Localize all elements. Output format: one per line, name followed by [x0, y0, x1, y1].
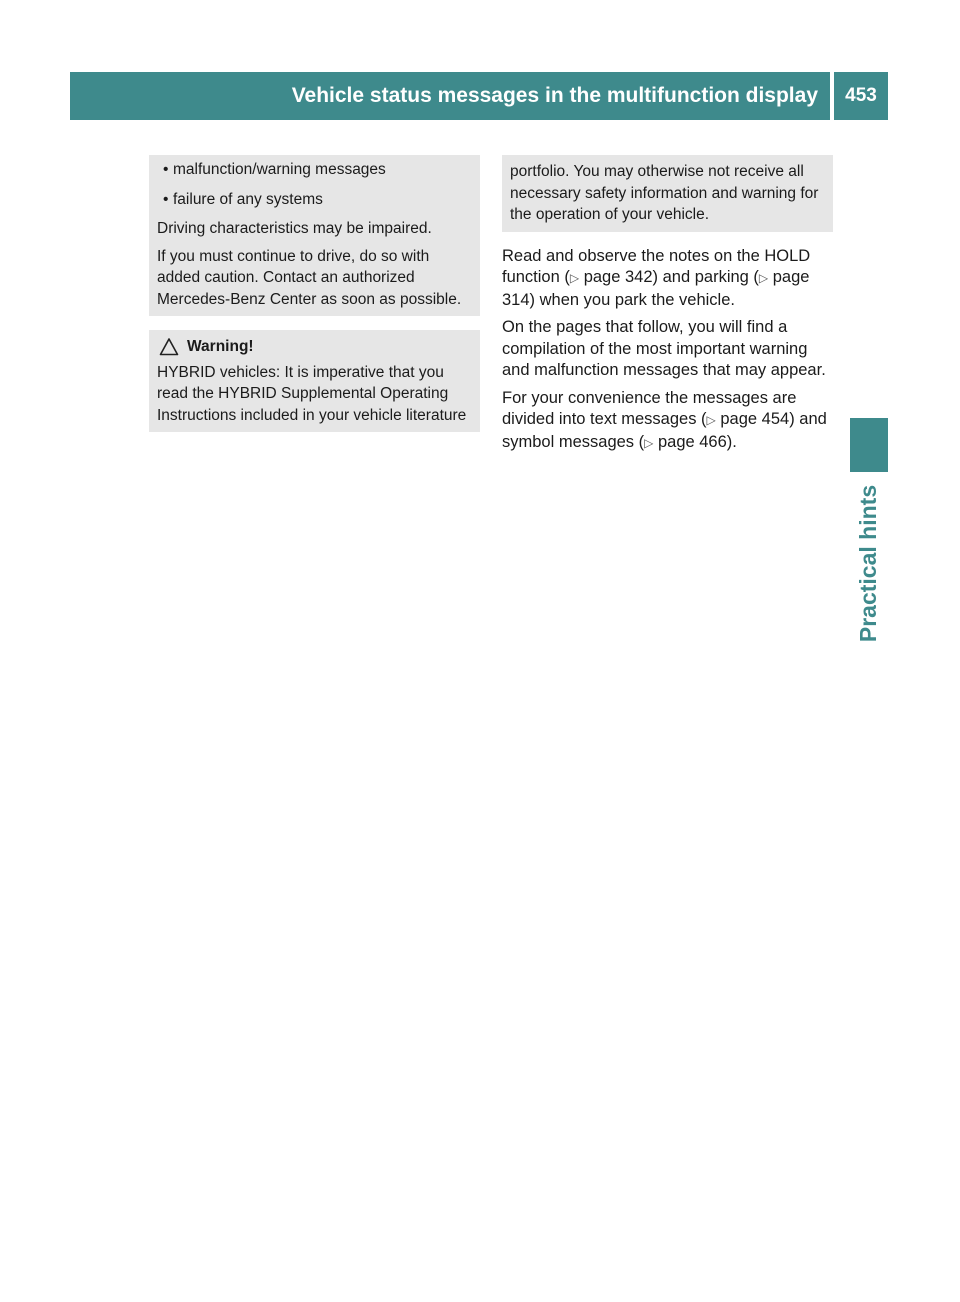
warning-heading-text: Warning! [187, 338, 254, 355]
warning-box [149, 330, 480, 432]
page-reference[interactable]: page 454 [720, 410, 790, 428]
right-column [502, 155, 833, 460]
paragraph-message-types [502, 388, 833, 455]
bullet-item: • malfunction/warning messages [157, 159, 474, 181]
bullet-item: • failure of any systems [157, 189, 474, 211]
paragraph-hold-parking [502, 246, 833, 312]
text-run: Read and observe the notes on the HOLD function ( [502, 246, 811, 286]
page-reference-arrow-icon: ▷ [569, 271, 580, 285]
page-reference[interactable]: page 466 [657, 432, 727, 451]
info-paragraph: portfolio. You may otherwise not receive all necessary safety information and warning for the operation of your vehicle. [510, 163, 819, 223]
page-reference-arrow-icon: ▷ [706, 413, 716, 427]
text-run: ) and symbol messages ( [502, 410, 827, 451]
text-run: ) and parking ( [652, 268, 759, 286]
page-header [70, 72, 830, 120]
page-reference-arrow-icon: ▷ [644, 435, 654, 450]
page-reference[interactable]: page 314 [502, 268, 810, 309]
text-run: ). [726, 432, 737, 451]
header-title: Vehicle status messages in the multifunction display [291, 84, 818, 107]
page-number [834, 72, 888, 120]
side-tab-marker [850, 418, 888, 472]
page-number-label: 453 [845, 85, 877, 106]
page-reference[interactable]: page 342 [583, 268, 653, 286]
warning-heading [157, 336, 474, 358]
text-run: ) when you park the vehicle. [529, 290, 735, 309]
info-box [149, 155, 480, 316]
left-column [149, 155, 480, 432]
warning-text: HYBRID vehicles: It is imperative that you read the HYBRID Supplemental Operating Instructions included in your vehicle literature [157, 363, 467, 424]
info-paragraph: If you must continue to drive, do so with added caution. Contact an authorized Mercedes-Benz Center as soon as possible. [157, 247, 462, 308]
info-paragraph: Driving characteristics may be impaired. [157, 220, 432, 237]
side-tab-label: Practical hints [855, 484, 882, 642]
side-tab [850, 478, 888, 648]
info-box-continued [502, 155, 833, 232]
text-run: For your convenience the messages are divided into text messages ( [502, 388, 797, 428]
paragraph-compilation: On the pages that follow, you will find a compilation of the most important warning and malfunction messages that may appear. [502, 318, 826, 379]
body-text [502, 246, 833, 455]
warning-triangle-icon [159, 337, 179, 357]
page-reference-arrow-icon: ▷ [758, 271, 769, 285]
